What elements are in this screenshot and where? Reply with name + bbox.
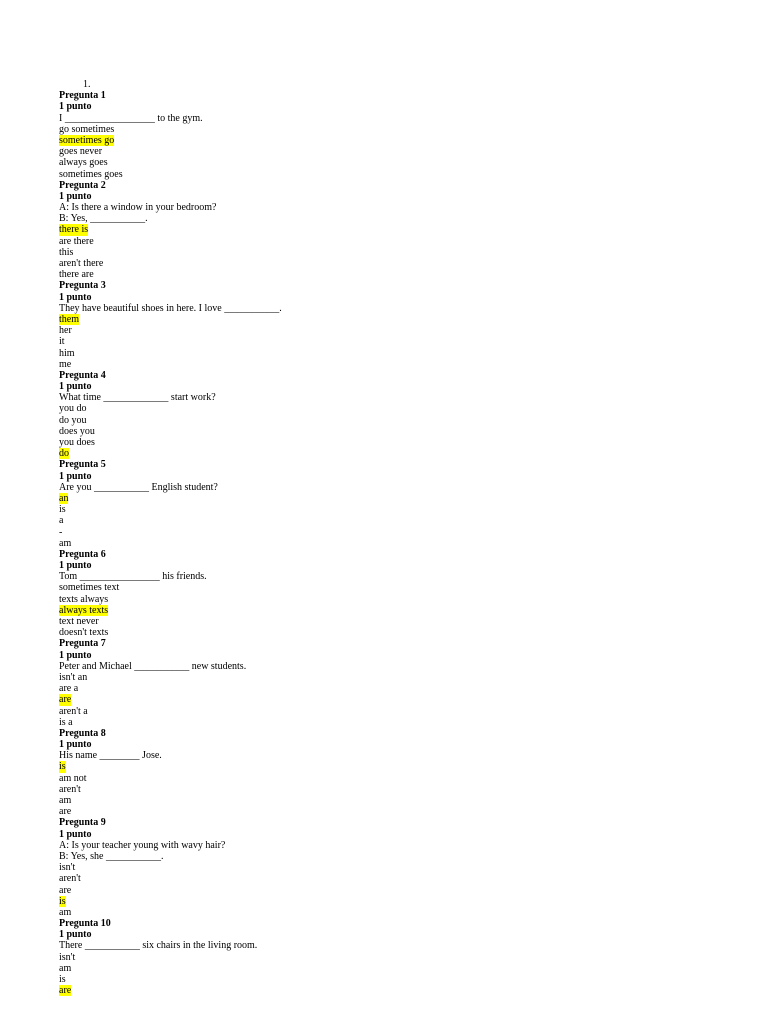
answer-option [59, 247, 619, 258]
question-block [59, 180, 619, 281]
answer-option [59, 683, 619, 694]
answer-option-label: are there [59, 235, 94, 247]
answer-option-label: does you [59, 425, 95, 437]
answer-option-selected [59, 314, 619, 325]
answer-option [59, 124, 619, 135]
question-block [59, 549, 619, 639]
question-title: Pregunta 4 [59, 369, 106, 381]
question-block [59, 817, 619, 918]
question-text-content: I __________________ to the gym. [59, 112, 203, 124]
answer-option [59, 806, 619, 817]
answer-option [59, 426, 619, 437]
answer-option-label: go sometimes [59, 123, 115, 135]
question-title: Pregunta 5 [59, 459, 106, 471]
answer-option-label: a [59, 515, 64, 527]
answer-option-selected [59, 493, 619, 504]
answer-option [59, 258, 619, 269]
list-number: 1. [83, 79, 91, 90]
answer-option [59, 515, 619, 526]
answer-option-label: an [59, 492, 69, 504]
answer-option-selected [59, 896, 619, 907]
question-text-content: Are you ___________ English student? [59, 481, 218, 493]
question-text-content: What time _____________ start work? [59, 392, 216, 404]
question-points: 1 punto [59, 190, 92, 202]
answer-option [59, 146, 619, 157]
answer-option [59, 236, 619, 247]
question-points: 1 punto [59, 291, 92, 303]
answer-option [59, 336, 619, 347]
answer-option-label: sometimes goes [59, 168, 123, 180]
answer-option-label: aren't [59, 873, 81, 885]
answer-option-label: isn't an [59, 671, 88, 683]
question-block [59, 918, 619, 996]
answer-option-label: always texts [59, 604, 109, 616]
answer-option-label: isn't [59, 951, 76, 963]
answer-option [59, 348, 619, 359]
answer-option-label: is [59, 895, 66, 907]
question-text [59, 571, 619, 582]
question-text [59, 113, 619, 124]
question-points: 1 punto [59, 739, 92, 751]
answer-option-selected [59, 448, 619, 459]
question-text [59, 940, 619, 951]
answer-option [59, 616, 619, 627]
answer-option [59, 706, 619, 717]
question-text [59, 213, 619, 224]
answer-option-label: is a [59, 716, 73, 728]
question-title: Pregunta 9 [59, 817, 106, 829]
answer-option-label: is [59, 761, 66, 773]
answer-option-label: sometimes text [59, 582, 120, 594]
answer-option [59, 627, 619, 638]
answer-option-label: are a [59, 683, 79, 695]
question-text-content: His name ________ Jose. [59, 750, 162, 762]
answer-option [59, 157, 619, 168]
answer-option [59, 952, 619, 963]
question-block [59, 90, 619, 180]
answer-option-label: there are [59, 269, 94, 281]
answer-option-selected [59, 694, 619, 705]
question-block [59, 280, 619, 370]
answer-option-selected [59, 135, 619, 146]
question-block [59, 370, 619, 460]
answer-option-label: him [59, 347, 75, 359]
question-text-content: A: Is there a window in your bedroom? [59, 202, 217, 214]
answer-option [59, 269, 619, 280]
answer-option-label: do [59, 448, 69, 460]
answer-option-label: you does [59, 437, 95, 448]
answer-option [59, 672, 619, 683]
answer-option [59, 437, 619, 448]
answer-option-label: am [59, 795, 72, 806]
answer-option [59, 415, 619, 426]
question-text [59, 851, 619, 862]
answer-option-label: am [59, 537, 72, 549]
answer-option-label: you do [59, 403, 87, 415]
answer-option [59, 795, 619, 806]
question-text-content: B: Yes, she ___________. [59, 850, 164, 862]
answer-option [59, 594, 619, 605]
question-text [59, 392, 619, 403]
answer-option-label: am [59, 906, 72, 918]
question-text-content: B: Yes, ___________. [59, 213, 148, 225]
question-list [59, 90, 619, 996]
answer-option-label: aren't [59, 783, 81, 795]
question-text [59, 482, 619, 493]
question-title: Pregunta 2 [59, 179, 106, 191]
question-points: 1 punto [59, 929, 92, 941]
question-text [59, 661, 619, 672]
answer-option-label: are [59, 884, 72, 896]
answer-option-label: sometimes go [59, 134, 115, 146]
question-points: 1 punto [59, 828, 92, 840]
question-points: 1 punto [59, 649, 92, 661]
answer-option-selected [59, 985, 619, 996]
answer-option-label: are [59, 985, 72, 997]
question-points: 1 punto [59, 470, 92, 482]
question-title: Pregunta 8 [59, 727, 106, 739]
question-title: Pregunta 3 [59, 280, 106, 292]
answer-option [59, 538, 619, 549]
answer-option [59, 325, 619, 336]
answer-option [59, 907, 619, 918]
answer-option-selected [59, 761, 619, 772]
question-text [59, 840, 619, 851]
answer-option-label: me [59, 358, 72, 370]
question-points: 1 punto [59, 560, 92, 572]
answer-option-label: - [59, 526, 63, 538]
answer-option [59, 359, 619, 370]
answer-option-label: is [59, 974, 66, 985]
answer-option-label: her [59, 325, 72, 337]
question-title: Pregunta 1 [59, 90, 106, 102]
answer-option [59, 885, 619, 896]
answer-option-label: are [59, 694, 72, 706]
answer-option-label: aren't there [59, 258, 104, 269]
answer-option-label: is [59, 504, 66, 516]
answer-option-label: there is [59, 224, 89, 236]
question-points: 1 punto [59, 381, 92, 393]
question-title: Pregunta 6 [59, 548, 106, 560]
answer-option-label: this [59, 246, 74, 258]
question-text-content: A: Is your teacher young with wavy hair? [59, 839, 226, 851]
answer-option [59, 784, 619, 795]
answer-option [59, 582, 619, 593]
answer-option-label: it [59, 336, 65, 348]
question-text-content: There ___________ six chairs in the living room. [59, 940, 258, 952]
question-block [59, 638, 619, 728]
question-title: Pregunta 10 [59, 918, 111, 930]
answer-option-label: always goes [59, 157, 108, 169]
answer-option-label: texts always [59, 593, 109, 605]
answer-option [59, 862, 619, 873]
answer-option-label: am not [59, 772, 87, 784]
question-text-content: They have beautiful shoes in here. I love ___________. [59, 302, 282, 314]
answer-option-selected [59, 224, 619, 235]
answer-option-selected [59, 605, 619, 616]
answer-option [59, 974, 619, 985]
question-points: 1 punto [59, 101, 92, 113]
answer-option-label: goes never [59, 146, 103, 158]
question-text-content: Tom ________________ his friends. [59, 571, 207, 583]
answer-option-label: them [59, 313, 79, 325]
answer-option-label: isn't [59, 862, 76, 874]
answer-option-label: doesn't texts [59, 627, 109, 639]
answer-option-label: text never [59, 616, 99, 627]
answer-option [59, 527, 619, 538]
answer-option-label: are [59, 806, 72, 818]
answer-option [59, 403, 619, 414]
question-block [59, 459, 619, 549]
question-text-content: Peter and Michael ___________ new students. [59, 660, 247, 672]
answer-option-label: am [59, 962, 72, 974]
answer-option-label: do you [59, 414, 87, 426]
quiz-document [59, 79, 619, 996]
question-text [59, 303, 619, 314]
answer-option [59, 717, 619, 728]
answer-option [59, 169, 619, 180]
answer-option [59, 873, 619, 884]
answer-option [59, 504, 619, 515]
answer-option-label: aren't a [59, 705, 88, 717]
question-title: Pregunta 7 [59, 638, 106, 650]
question-text [59, 202, 619, 213]
answer-option [59, 963, 619, 974]
question-block [59, 728, 619, 818]
question-text [59, 750, 619, 761]
answer-option [59, 773, 619, 784]
